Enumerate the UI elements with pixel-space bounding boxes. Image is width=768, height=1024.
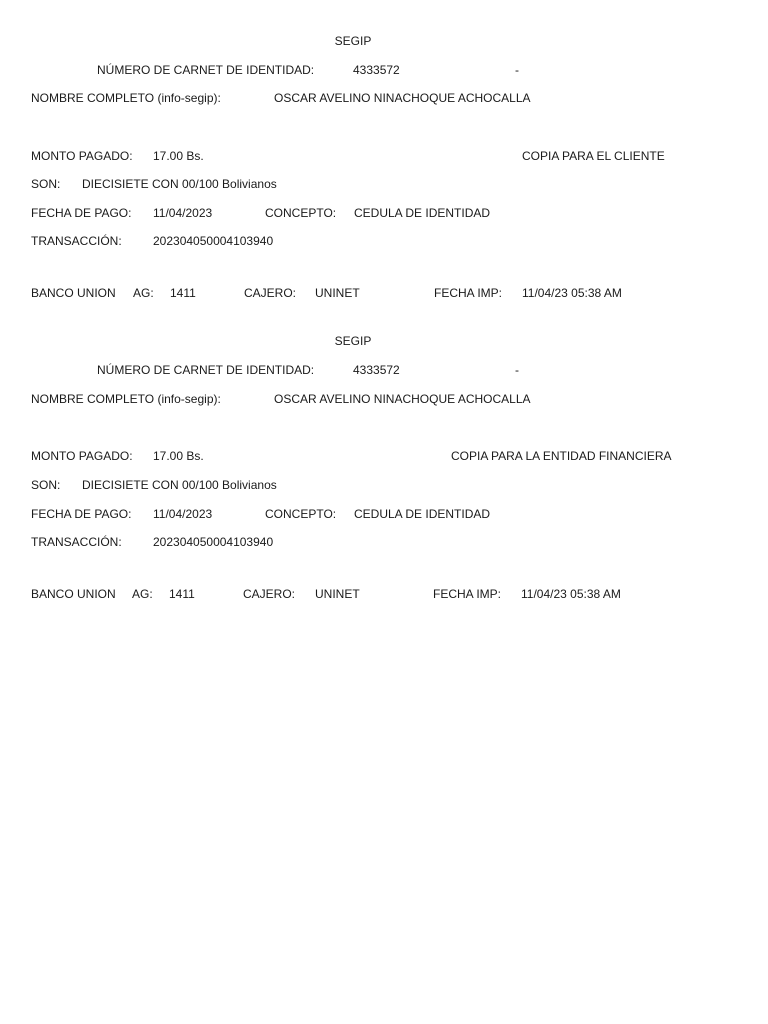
name-label: NOMBRE COMPLETO (info-segip):	[31, 392, 221, 406]
transaction-value: 202304050004103940	[153, 535, 274, 549]
son-value: DIECISIETE CON 00/100 Bolivianos	[82, 478, 277, 492]
ci-value: 4333572	[353, 63, 400, 77]
ci-dash: -	[515, 363, 519, 377]
bank-name: BANCO UNION	[31, 587, 116, 601]
print-date-value: 11/04/23 05:38 AM	[521, 587, 621, 601]
son-value: DIECISIETE CON 00/100 Bolivianos	[82, 177, 277, 191]
transaction-label: TRANSACCIÓN:	[31, 535, 122, 549]
name-label: NOMBRE COMPLETO (info-segip):	[31, 91, 221, 105]
ci-label: NÚMERO DE CARNET DE IDENTIDAD:	[97, 63, 315, 77]
concept-label: CONCEPTO:	[265, 507, 337, 521]
date-value: 11/04/2023	[153, 507, 213, 521]
print-date-label: FECHA IMP:	[433, 587, 502, 601]
cashier-label: CAJERO:	[243, 587, 296, 601]
date-label: FECHA DE PAGO:	[31, 507, 132, 521]
date-value: 11/04/2023	[153, 206, 213, 220]
agency-value: 1411	[169, 587, 195, 601]
concept-value: CEDULA DE IDENTIDAD	[354, 206, 491, 220]
cashier-label: CAJERO:	[244, 286, 297, 300]
ci-value: 4333572	[353, 363, 400, 377]
receipt-entity-copy	[0, 334, 768, 614]
transaction-value: 202304050004103940	[153, 234, 274, 248]
son-label: SON:	[31, 177, 61, 191]
receipt-header: SEGIP	[334, 34, 372, 48]
receipt-header: SEGIP	[334, 334, 372, 348]
amount-label: MONTO PAGADO:	[31, 449, 133, 463]
agency-label: AG:	[133, 286, 154, 300]
amount-value: 17.00 Bs.	[153, 149, 204, 163]
ci-label: NÚMERO DE CARNET DE IDENTIDAD:	[97, 363, 315, 377]
cashier-value: UNINET	[315, 587, 360, 601]
print-date-label: FECHA IMP:	[434, 286, 503, 300]
ci-dash: -	[515, 63, 519, 77]
copy-label: COPIA PARA EL CLIENTE	[522, 149, 665, 163]
transaction-label: TRANSACCIÓN:	[31, 234, 122, 248]
concept-label: CONCEPTO:	[265, 206, 337, 220]
print-date-value: 11/04/23 05:38 AM	[522, 286, 622, 300]
son-label: SON:	[31, 478, 61, 492]
receipt-client-copy	[0, 34, 768, 314]
bank-name: BANCO UNION	[31, 286, 116, 300]
name-value: OSCAR AVELINO NINACHOQUE ACHOCALLA	[274, 91, 531, 105]
amount-value: 17.00 Bs.	[153, 449, 204, 463]
agency-value: 1411	[170, 286, 196, 300]
concept-value: CEDULA DE IDENTIDAD	[354, 507, 491, 521]
date-label: FECHA DE PAGO:	[31, 206, 132, 220]
copy-label: COPIA PARA LA ENTIDAD FINANCIERA	[451, 449, 672, 463]
amount-label: MONTO PAGADO:	[31, 149, 133, 163]
name-value: OSCAR AVELINO NINACHOQUE ACHOCALLA	[274, 392, 531, 406]
cashier-value: UNINET	[315, 286, 360, 300]
agency-label: AG:	[132, 587, 153, 601]
